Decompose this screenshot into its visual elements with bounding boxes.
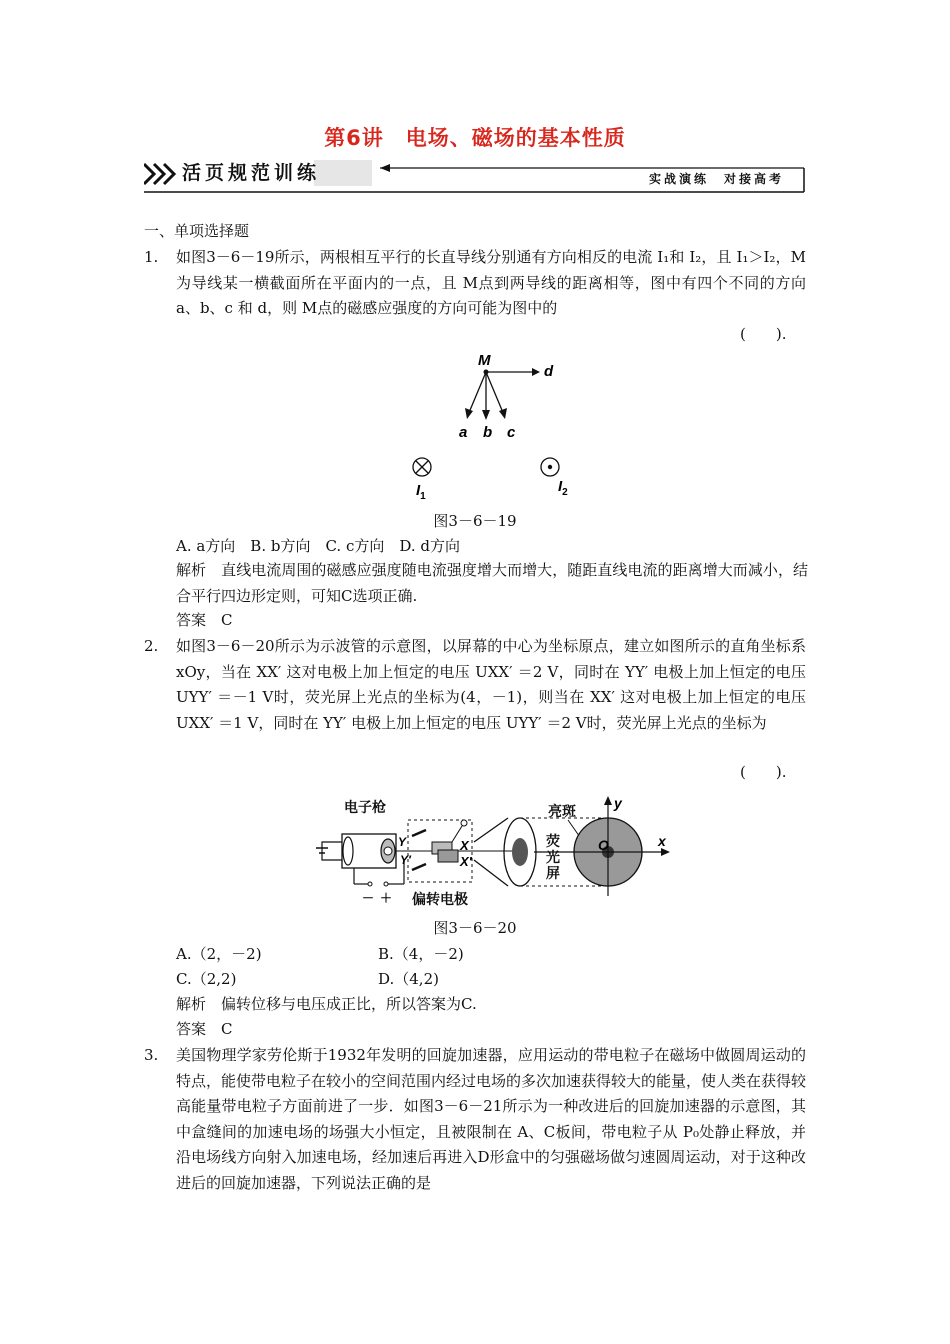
q3-text: 美国物理学家劳伦斯于1932年发明的回旋加速器，应用运动的带电粒子在磁场中做圆周运动的特点，能使带电粒子在较小的空间范围内经过电场的多次加速获得较大的能量，使人类在获得较高能量带电粒子方面前进了一步．如图3－6－21所示为一种改进后的回旋加速器的示意图，其中盒缝间的加速电场的场强大小恒定，且被限制在 A、C板间，带电粒子从 P₀处静止释放，并沿电场线方向射入加速电场，经加速后再进入D形盒中的匀强磁场做匀速圆周运动，对于这种改进后的回旋加速器，下列说法正确的是 [176, 1046, 807, 1192]
fig1-label-a: a [459, 424, 468, 441]
fig2-label-deflect: 偏转电极 [412, 892, 468, 908]
fig2-label-screen-2: 光 [546, 850, 560, 866]
figure-3-6-19 [400, 345, 600, 505]
banner-right-text: 实战演练 对接高考 [648, 172, 784, 186]
fig1-label-b: b [483, 424, 493, 441]
q2-caption: 图3－6－20 [433, 919, 517, 937]
q2-option-d: D.（4,2) [378, 970, 439, 988]
q2-number: 2. [144, 637, 159, 655]
fig1-label-d: d [544, 363, 554, 380]
q1-analysis: 解析 直线电流周围的磁感应强度随电流强度增大而增大，随距直线电流的距离增大而减小，结合平行四边形定则，可知C选项正确. [176, 561, 808, 605]
fig1-arrow-d [532, 368, 540, 376]
fig2-label-minus: － [362, 891, 375, 905]
fig1-arrow-c [499, 408, 507, 419]
fig2-label-Y: Y [398, 835, 407, 849]
q1-paren: ( ). [740, 325, 787, 343]
fig1-label-c: c [507, 424, 516, 441]
q1-text: 如图3－6－19所示，两根相互平行的长直导线分别通有方向相反的电流 I₁和 I₂，且 I₁＞I₂，M为导线某一横截面所在平面内的一点，且 M点到两导线的距离相等，图中有四个不同的方向 a、b、c 和 d，则 M点的磁感应强度的方向可能为图中的 [176, 248, 806, 317]
fig2-label-y: y [614, 795, 622, 811]
q2-answer: 答案 C [176, 1020, 233, 1038]
fig2-label-X: X [460, 838, 469, 853]
q1-answer: 答案 C [176, 611, 233, 629]
q2-option-c: C.（2,2) [176, 970, 237, 988]
q2-analysis: 解析 偏转位移与电压成正比，所以答案为C. [176, 995, 477, 1013]
fig1-arrow-b [482, 410, 490, 420]
page-title: 第6讲 电场、磁场的基本性质 [324, 126, 626, 150]
fig2-label-x: x [658, 833, 666, 849]
fig2-label-plus: ＋ [380, 891, 393, 905]
q2-option-a: A.（2，－2) [176, 945, 262, 963]
fig2-plate-Yp [412, 864, 426, 870]
section-heading: 一、单项选择题 [144, 222, 250, 240]
fig2-label-spot: 亮斑 [548, 804, 576, 820]
fig1-arrow-a [465, 408, 473, 419]
fig2-label-screen-1: 荧 [546, 834, 560, 850]
q1-number: 1. [144, 248, 159, 266]
fig2-plate-Xp [438, 850, 458, 862]
fig2-label-gun: 电子枪 [344, 800, 386, 816]
q1-caption: 图3－6－19 [433, 512, 517, 530]
fig1-label-I2: $I_2$ [558, 478, 568, 498]
q2-paren: ( ). [740, 763, 787, 781]
fig2-label-Yp: Y′ [400, 853, 411, 867]
figure-3-6-20 [308, 790, 678, 910]
fig2-label-O: O [598, 837, 609, 853]
fig1-label-I1: $I_1$ [416, 482, 426, 502]
banner-left-text: 活页规范训练 [182, 162, 321, 184]
q3-number: 3. [144, 1046, 159, 1064]
fig2-y-axis-arrow [604, 796, 612, 805]
fig2-plate-Y [412, 830, 426, 836]
section-banner [144, 156, 806, 194]
q2-text: 如图3－6－20所示为示波管的示意图，以屏幕的中心为坐标原点，建立如图所示的直角坐标系 xOy，当在 XX′ 这对电极上加上恒定的电压 UXX′ ＝2 V，同时在 YY′ 电极上加上恒定的电压 UYY′ ＝－1 V时，荧光屏上光点的坐标为(4，－1)，则当在 XX′ 这对电极上加上恒定的电压 UXX′ ＝1 V，同时在 YY′ 电极上加上恒定的电压 UYY′ ＝2 V时，荧光屏上光点的坐标为 [176, 637, 806, 732]
fig1-label-M: M [478, 352, 491, 369]
q1-options: A. a方向 B. b方向 C. c方向 D. d方向 [176, 537, 460, 555]
fig2-label-screen-3: 屏 [546, 866, 560, 882]
q2-option-b: B.（4，－2) [378, 945, 464, 963]
fig2-label-Xp: X′ [460, 854, 472, 869]
fig2-x-axis-arrow [661, 848, 670, 856]
